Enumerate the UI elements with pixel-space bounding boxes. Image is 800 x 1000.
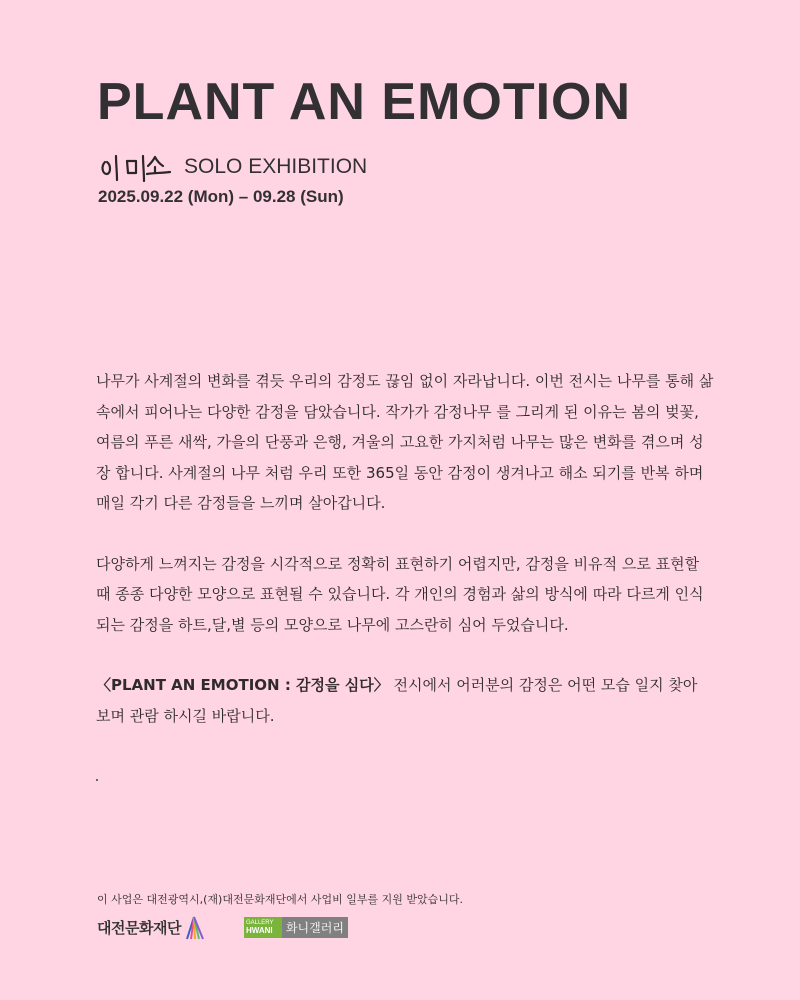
sponsor-logos [97, 913, 348, 941]
gallery-hwani-logo [244, 917, 348, 938]
sponsor-credit: 이 사업은 대전광역시,(재)대전문화재단에서 사업비 일부를 지원 받았습니다. [97, 893, 463, 906]
exhibition-title-inline: 〈PLANT AN EMOTION : 감정을 심다〉 [96, 676, 389, 694]
gallery-logo-mark [244, 917, 282, 938]
gallery-logo-brand: HWANI [245, 926, 273, 935]
page-title: PLANT AN EMOTION [97, 73, 632, 131]
paragraph-3-text: 전시에서 어러분의 감정은 어떤 모습 일지 찾아 보며 관람 하시길 바랍니다. [96, 676, 698, 725]
stray-dot [96, 779, 98, 781]
paragraph-1: 나무가 사계절의 변화를 겪듯 우리의 감정도 끊임 없이 자라납니다. 이번 전시는 나무를 통해 삶 속에서 피어나는 다양한 감정을 담았습니다. 작가가 감정나무 를 그리게 된 이유는 봄의 벚꽃, 여름의 푸른 새싹, 가을의 단풍과 은행, 겨울의 고요한 가지처럼 나무는 많은 변화를 겪으며 성장 합니다. 사계절의 나무 처럼 우리 또한 365일 동안 감정이 생겨나고 해소 되기를 반복 하며 매일 각기 다른 감정들을 느끼며 살아갑니다. [96, 372, 714, 512]
paragraph-2: 다양하게 느껴지는 감정을 시각적으로 정확히 표현하기 어렵지만, 감정을 비유적 으로 표현할 때 종종 다양한 모양으로 표현될 수 있습니다. 각 개인의 경험과 삶의 방식에 따라 다르게 인식되는 감정을 하트,달,별 등의 모양으로 나무에 고스란히 심어 두었습니다. [96, 554, 704, 634]
gallery-logo-small: GALLERY [245, 920, 274, 926]
foundation-logo-text: 대전문화재단 [97, 918, 181, 937]
description [96, 366, 716, 761]
exhibition-subtitle: SOLO EXHIBITION [184, 155, 368, 178]
subtitle-row [98, 150, 367, 184]
foundation-logo-icon [182, 913, 206, 941]
daejeon-foundation-logo [97, 913, 206, 941]
gallery-logo-korean: 화니갤러리 [282, 917, 348, 938]
signature-icon [98, 150, 178, 184]
paragraph-3 [96, 670, 716, 731]
exhibition-dates: 2025.09.22 (Mon) – 09.28 (Sun) [98, 187, 344, 206]
